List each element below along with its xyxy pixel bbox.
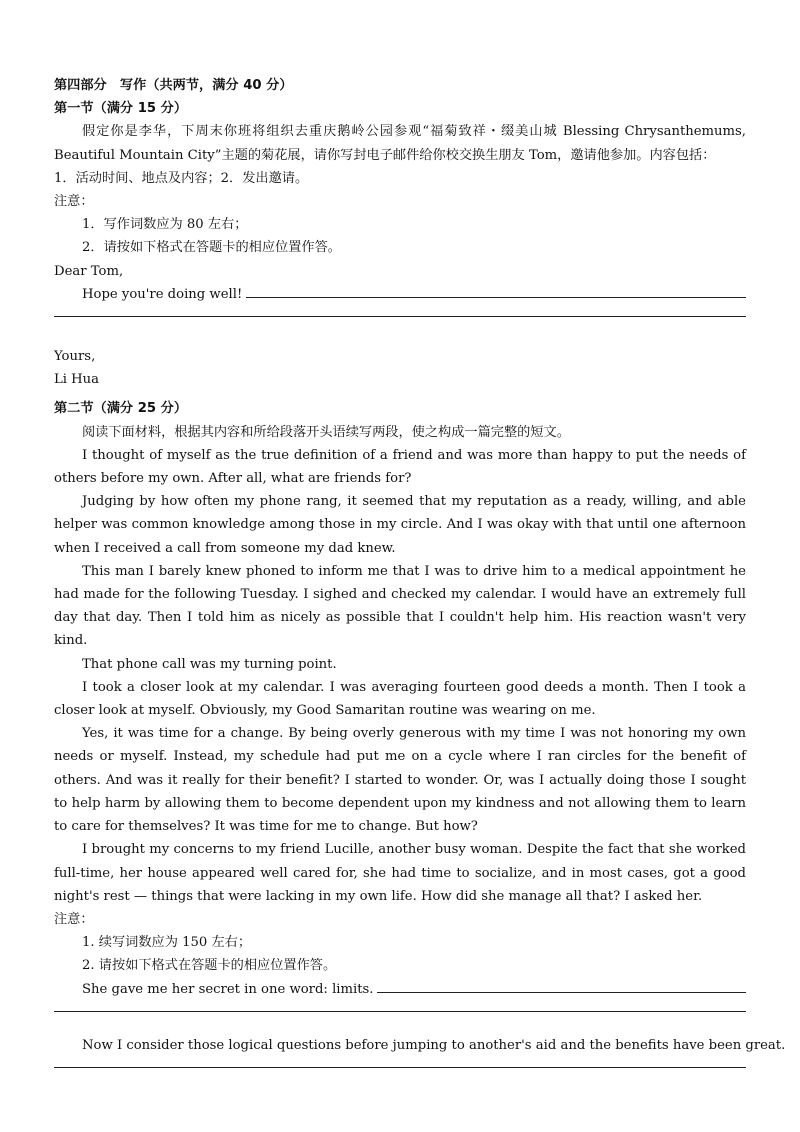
letter-opening: Hope you're doing well! <box>82 286 243 302</box>
section2-title: 第二节（满分 25 分） <box>54 401 188 417</box>
story-paragraph-1: I thought of myself as the true definition of a friend and was more than happy to put the needs of others before my own. After all, what are friends for? <box>54 447 746 487</box>
story-paragraph-2: Judging by how often my phone rang, it seemed that my reputation as a ready, willing, and able helper was common knowledge among those in my circle. And I was okay with that until one afternoon when I received a call from someone my dad knew. <box>54 494 746 556</box>
continuation-2-opening: Now I consider those logical questions before jumping to another's aid and the benefits have been great. <box>82 1037 786 1053</box>
story-paragraph-6: Yes, it was time for a change. By being overly generous with my time I was not honoring my own needs or myself. Instead, my schedule had put me on a cycle where I ran circles for the benefit of others. And was it really for their benefit? I started to wonder. Or, was I actually doing those I sought to help harm by allowing them to become dependent upon my kindness and not allowing them to learn to care for themselves? It was time for me to change. But how? <box>54 726 746 835</box>
continuation-1-row <box>54 978 746 1001</box>
continuation-2-row <box>54 1034 786 1057</box>
section2-note-1: 1. 续写词数应为 150 左右； <box>82 935 252 951</box>
story-paragraph-7: I brought my concerns to my friend Lucille, another busy woman. Despite the fact that she worked full-time, her house appeared well cared for, she had time to socialize, and in most cases, got a good night's rest — things that were lacking in my own life. How did she manage all that? I asked her. <box>54 842 746 904</box>
story-paragraph-3: This man I barely knew phoned to inform me that I was to drive him to a medical appointment he had made for the following Tuesday. I sighed and checked my calendar. I would have an extremely full day that day. Then I told him as nicely as possible that I couldn't help him. His reaction wasn't very kind. <box>54 563 746 649</box>
section1-notes-label: 注意： <box>54 194 94 210</box>
section1-points: 1．活动时间、地点及内容；2．发出邀请。 <box>54 170 309 186</box>
answer-line[interactable] <box>54 316 746 317</box>
story-paragraph-4: That phone call was my turning point. <box>82 656 337 672</box>
section2-notes-label: 注意： <box>54 911 94 927</box>
continuation-2-line-row <box>54 1067 746 1090</box>
letter-opening-row <box>54 283 746 306</box>
exam-page <box>54 74 786 1090</box>
part-title: 第四部分 写作（共两节，满分 40 分） <box>54 78 293 93</box>
continuation-2-line[interactable] <box>54 1067 746 1068</box>
answer-line-row <box>54 316 746 339</box>
section1-note-2: 2．请按如下格式在答题卡的相应位置作答。 <box>82 240 341 256</box>
letter-closing: Yours, <box>54 349 96 365</box>
section1-note-1: 1．写作词数应为 80 左右； <box>82 217 248 233</box>
letter-signature: Li Hua <box>54 372 100 388</box>
story-paragraph-5: I took a closer look at my calendar. I was averaging fourteen good deeds a month. Then I took a closer look at myself. Obviously, my Good Samaritan routine was wearing on me. <box>54 679 746 719</box>
section1-prompt: 假定你是李华，下周末你班将组织去重庆鹅岭公园参观“福菊致祥・缀美山城 Blessing Chrysanthemums, Beautiful Mountain City”主题的菊花展，请你写封电子邮件给你校交换生朋友 Tom，邀请他参加。内容包括： <box>54 124 746 163</box>
continuation-1-blank[interactable] <box>377 978 746 993</box>
section2-note-2: 2. 请按如下格式在答题卡的相应位置作答。 <box>82 958 337 974</box>
section2-instruction: 阅读下面材料，根据其内容和所给段落开头语续写两段，使之构成一篇完整的短文。 <box>82 424 570 440</box>
continuation-1-line[interactable] <box>54 1011 746 1012</box>
letter-salutation: Dear Tom, <box>54 263 124 279</box>
section1-title: 第一节（满分 15 分） <box>54 101 188 117</box>
answer-blank[interactable] <box>246 283 746 298</box>
continuation-1-opening: She gave me her secret in one word: limits. <box>82 981 374 997</box>
continuation-1-line-row <box>54 1011 746 1034</box>
